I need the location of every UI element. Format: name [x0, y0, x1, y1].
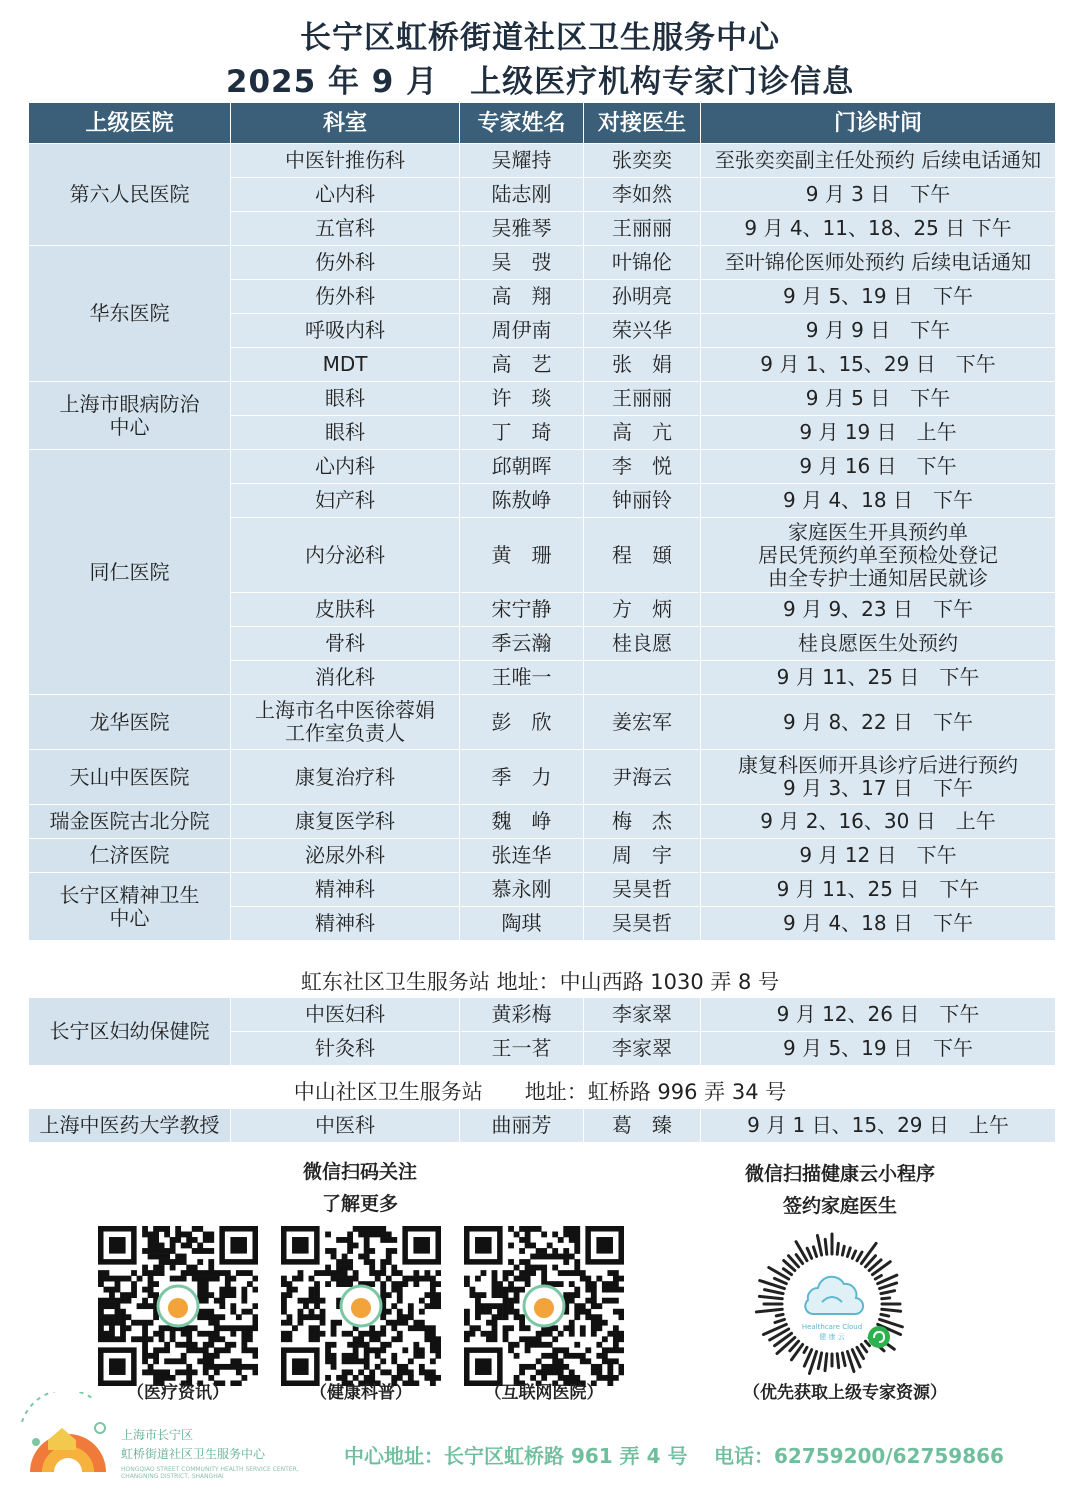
department-cell: 骨科	[231, 627, 460, 661]
expert-name-cell: 吴雅琴	[460, 212, 584, 246]
station1-title: 虹东社区卫生服务站 地址：中山西路 1030 弄 8 号	[300, 970, 780, 994]
qr-right-heading-line1: 微信扫描健康云小程序	[744, 1163, 935, 1185]
col-header-expert: 专家姓名	[460, 103, 584, 144]
mini-program-brand-cn: 健 康 云	[819, 1333, 845, 1341]
table-row	[29, 839, 1056, 873]
liaison-doctor-cell: 吴昊哲	[584, 907, 701, 941]
hospital-cell: 第六人民医院	[29, 144, 231, 246]
expert-name-cell: 陈敖峥	[460, 484, 584, 518]
expert-name-cell: 季云瀚	[460, 627, 584, 661]
department-cell: 中医妇科	[231, 998, 460, 1032]
expert-name-cell: 王一茗	[460, 1032, 584, 1066]
hospital-cell: 长宁区精神卫生 中心	[29, 873, 231, 941]
table-header-row	[29, 103, 1056, 144]
clinic-time-cell: 9 月 8、22 日 下午	[701, 695, 1056, 750]
clinic-time-cell: 家庭医生开具预约单 居民凭预约单至预检处登记 由全专护士通知居民就诊	[701, 518, 1056, 593]
department-cell: 康复医学科	[231, 805, 460, 839]
hospital-cell: 天山中医医院	[29, 750, 231, 805]
clinic-time-cell: 至叶锦伦医师处预约 后续电话通知	[701, 246, 1056, 280]
schedule-table	[28, 102, 1056, 941]
table-row	[29, 873, 1056, 907]
hospital-cell: 同仁医院	[29, 450, 231, 695]
col-header-doctor: 对接医生	[584, 103, 701, 144]
department-cell: 伤外科	[231, 280, 460, 314]
qr-right-heading	[720, 1158, 960, 1222]
department-cell: 中医针推伤科	[231, 144, 460, 178]
table-row	[29, 450, 1056, 484]
hospital-cell: 龙华医院	[29, 695, 231, 750]
clinic-time-cell: 至张奕奕副主任处预约 后续电话通知	[701, 144, 1056, 178]
table-row	[29, 144, 1056, 178]
expert-name-cell: 周伊南	[460, 314, 584, 348]
expert-name-cell: 黄彩梅	[460, 998, 584, 1032]
expert-name-cell: 许 琰	[460, 382, 584, 416]
clinic-time-cell: 9 月 4、18 日 下午	[701, 907, 1056, 941]
clinic-time-cell: 9 月 4、18 日 下午	[701, 484, 1056, 518]
department-cell: 消化科	[231, 661, 460, 695]
department-cell: 伤外科	[231, 246, 460, 280]
liaison-doctor-cell: 王丽丽	[584, 382, 701, 416]
clinic-time-cell: 9 月 12 日 下午	[701, 839, 1056, 873]
center-phone: 电话：62759200/62759866	[714, 1444, 1004, 1468]
clinic-time-cell: 9 月 5、19 日 下午	[701, 280, 1056, 314]
expert-name-cell: 彭 欣	[460, 695, 584, 750]
station2-title: 中山社区卫生服务站 地址：虹桥路 996 弄 34 号	[293, 1080, 787, 1104]
expert-name-cell: 宋宁静	[460, 593, 584, 627]
liaison-doctor-cell	[584, 661, 701, 695]
expert-name-cell: 陆志刚	[460, 178, 584, 212]
department-cell: 眼科	[231, 416, 460, 450]
hospital-cell: 仁济医院	[29, 839, 231, 873]
table-row	[29, 750, 1056, 805]
qr-left-heading-line1: 微信扫码关注	[302, 1161, 417, 1183]
table-row	[29, 1109, 1056, 1143]
liaison-doctor-cell: 李如然	[584, 178, 701, 212]
table-row	[29, 998, 1056, 1032]
expert-name-cell: 高 艺	[460, 348, 584, 382]
qr-label-mini-program: （优先获取上级专家资源）	[743, 1383, 947, 1403]
qr-left-heading	[250, 1156, 470, 1220]
hospital-cell: 长宁区妇幼保健院	[29, 998, 231, 1066]
expert-name-cell: 丁 琦	[460, 416, 584, 450]
department-cell: 中医科	[231, 1109, 460, 1143]
department-cell: 精神科	[231, 873, 460, 907]
table-row	[29, 805, 1056, 839]
clinic-time-cell: 9 月 16 日 下午	[701, 450, 1056, 484]
liaison-doctor-cell: 荣兴华	[584, 314, 701, 348]
clinic-time-cell: 9 月 11、25 日 下午	[701, 661, 1056, 695]
liaison-doctor-cell: 李 悦	[584, 450, 701, 484]
department-cell: 上海市名中医徐蓉娟 工作室负责人	[231, 695, 460, 750]
department-cell: 五官科	[231, 212, 460, 246]
clinic-time-cell: 9 月 5、19 日 下午	[701, 1032, 1056, 1066]
expert-name-cell: 吴 弢	[460, 246, 584, 280]
department-cell: 呼吸内科	[231, 314, 460, 348]
liaison-doctor-cell: 周 宇	[584, 839, 701, 873]
hospital-cell: 上海中医药大学教授	[29, 1109, 231, 1143]
liaison-doctor-cell: 张奕奕	[584, 144, 701, 178]
liaison-doctor-cell: 吴昊哲	[584, 873, 701, 907]
station1-table	[28, 997, 1056, 1066]
clinic-time-cell: 桂良愿医生处预约	[701, 627, 1056, 661]
expert-name-cell: 王唯一	[460, 661, 584, 695]
clinic-time-cell: 9 月 3 日 下午	[701, 178, 1056, 212]
department-cell: 妇产科	[231, 484, 460, 518]
liaison-doctor-cell: 李家翠	[584, 998, 701, 1032]
liaison-doctor-cell: 尹海云	[584, 750, 701, 805]
clinic-time-cell: 9 月 5 日 下午	[701, 382, 1056, 416]
qr-label-health-science: （健康科普）	[310, 1383, 412, 1403]
liaison-doctor-cell: 叶锦伦	[584, 246, 701, 280]
clinic-time-cell: 9 月 1 日、15、29 日 上午	[701, 1109, 1056, 1143]
col-header-time: 门诊时间	[701, 103, 1056, 144]
expert-name-cell: 吴耀持	[460, 144, 584, 178]
department-cell: MDT	[231, 348, 460, 382]
table-row	[29, 382, 1056, 416]
expert-name-cell: 慕永刚	[460, 873, 584, 907]
department-cell: 康复治疗科	[231, 750, 460, 805]
expert-name-cell: 黄 珊	[460, 518, 584, 593]
clinic-time-cell: 康复科医师开具诊疗后进行预约 9 月 3、17 日 下午	[701, 750, 1056, 805]
col-header-department: 科室	[231, 103, 460, 144]
page-title-line2: 2025 年 9 月 上级医疗机构专家门诊信息	[225, 64, 855, 100]
table-row	[29, 246, 1056, 280]
liaison-doctor-cell: 葛 臻	[584, 1109, 701, 1143]
liaison-doctor-cell: 高 亢	[584, 416, 701, 450]
wechat-mini-program-icon	[868, 1326, 890, 1348]
qr-label-internet-hospital: （互联网医院）	[484, 1383, 604, 1403]
liaison-doctor-cell: 方 炳	[584, 593, 701, 627]
department-cell: 心内科	[231, 450, 460, 484]
expert-name-cell: 魏 峥	[460, 805, 584, 839]
clinic-time-cell: 9 月 12、26 日 下午	[701, 998, 1056, 1032]
qr-code-internet-hospital[interactable]	[464, 1226, 624, 1386]
department-cell: 皮肤科	[231, 593, 460, 627]
department-cell: 心内科	[231, 178, 460, 212]
expert-name-cell: 高 翔	[460, 280, 584, 314]
liaison-doctor-cell: 王丽丽	[584, 212, 701, 246]
org-name-line2: 虹桥街道社区卫生服务中心	[121, 1447, 266, 1461]
expert-name-cell: 张连华	[460, 839, 584, 873]
department-cell: 内分泌科	[231, 518, 460, 593]
center-logo	[18, 1392, 118, 1484]
qr-code-medical-news[interactable]	[98, 1226, 258, 1386]
clinic-time-cell: 9 月 11、25 日 下午	[701, 873, 1056, 907]
clinic-time-cell: 9 月 2、16、30 日 上午	[701, 805, 1056, 839]
page-title-line1: 长宁区虹桥街道社区卫生服务中心	[300, 20, 780, 56]
liaison-doctor-cell: 李家翠	[584, 1032, 701, 1066]
department-cell: 眼科	[231, 382, 460, 416]
liaison-doctor-cell: 梅 杰	[584, 805, 701, 839]
liaison-doctor-cell: 张 娟	[584, 348, 701, 382]
liaison-doctor-cell: 程 頲	[584, 518, 701, 593]
department-cell: 泌尿外科	[231, 839, 460, 873]
department-cell: 精神科	[231, 907, 460, 941]
clinic-time-cell: 9 月 1、15、29 日 下午	[701, 348, 1056, 382]
table-row	[29, 695, 1056, 750]
center-address: 中心地址：长宁区虹桥路 961 弄 4 号	[344, 1444, 688, 1468]
hospital-cell: 华东医院	[29, 246, 231, 382]
expert-name-cell: 曲丽芳	[460, 1109, 584, 1143]
expert-name-cell: 陶琪	[460, 907, 584, 941]
liaison-doctor-cell: 桂良愿	[584, 627, 701, 661]
liaison-doctor-cell: 孙明亮	[584, 280, 701, 314]
clinic-time-cell: 9 月 9 日 下午	[701, 314, 1056, 348]
hospital-cell: 瑞金医院古北分院	[29, 805, 231, 839]
expert-name-cell: 邱朝晖	[460, 450, 584, 484]
qr-code-health-science[interactable]	[281, 1226, 441, 1386]
qr-label-medical-news: （医疗资讯）	[127, 1383, 229, 1403]
mini-program-code[interactable]	[750, 1222, 915, 1387]
org-name-line1: 上海市长宁区	[121, 1428, 194, 1442]
liaison-doctor-cell: 钟丽铃	[584, 484, 701, 518]
qr-right-heading-line2: 签约家庭医生	[782, 1195, 897, 1217]
col-header-hospital: 上级医院	[29, 103, 231, 144]
org-name-english: HONGQIAO STREET COMMUNITY HEALTH SERVICE CENTER, CHANGNING DISTRICT, SHANGHAI	[121, 1466, 299, 1480]
mini-program-brand-en: Healthcare Cloud	[801, 1323, 863, 1331]
station2-table	[28, 1108, 1056, 1143]
clinic-time-cell: 9 月 19 日 上午	[701, 416, 1056, 450]
clinic-time-cell: 9 月 9、23 日 下午	[701, 593, 1056, 627]
clinic-time-cell: 9 月 4、11、18、25 日 下午	[701, 212, 1056, 246]
liaison-doctor-cell: 姜宏军	[584, 695, 701, 750]
qr-left-heading-line2: 了解更多	[321, 1193, 398, 1215]
hospital-cell: 上海市眼病防治 中心	[29, 382, 231, 450]
expert-name-cell: 季 力	[460, 750, 584, 805]
department-cell: 针灸科	[231, 1032, 460, 1066]
